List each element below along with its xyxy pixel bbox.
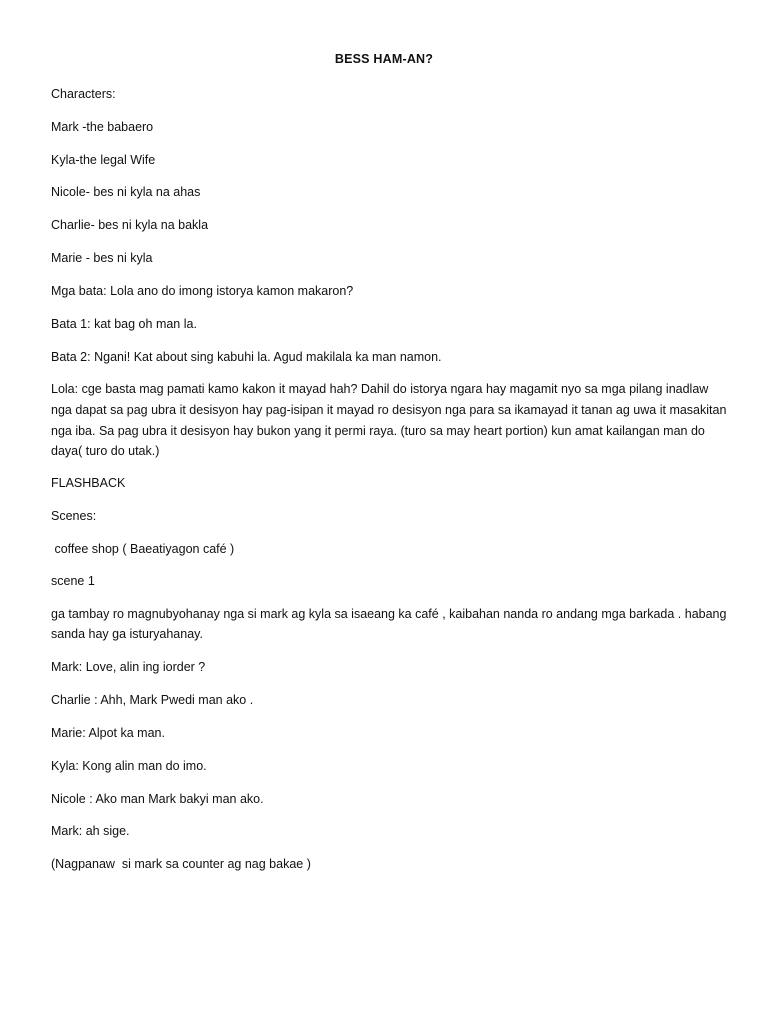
dialogue-marie: Marie: Alpot ka man. — [51, 726, 165, 740]
document-title: BESS HAM-AN? — [334, 52, 434, 66]
dialogue-kyla: Kyla: Kong alin man do imo. — [51, 759, 207, 773]
lola-line-3: nga iba. Sa pag ubra it desisyon hay bukon yang it permi raya. (turo sa may heart portion) kun amat kailangan man do — [51, 424, 705, 438]
dialogue-mark-2: Mark: ah sige. — [51, 824, 130, 838]
character-nicole: Nicole- bes ni kyla na ahas — [51, 185, 201, 199]
dialogue-charlie: Charlie : Ahh, Mark Pwedi man ako . — [51, 693, 254, 707]
scene-description-line-2: sanda hay ga isturyahanay. — [51, 627, 203, 641]
scene-location: coffee shop ( Baeatiyagon café ) — [51, 542, 235, 556]
lola-line-1: Lola: cge basta mag pamati kamo kakon it mayad hah? Dahil do istorya ngara hay magamit nyo sa mga pilang inadlaw — [51, 382, 709, 396]
character-charlie: Charlie- bes ni kyla na bakla — [51, 218, 209, 232]
stage-direction: (Nagpanaw si mark sa counter ag nag bakae ) — [51, 857, 311, 871]
opening-line-bata-2: Bata 2: Ngani! Kat about sing kabuhi la. Agud makilala ka man namon. — [51, 350, 442, 364]
character-mark: Mark -the babaero — [51, 120, 154, 134]
dialogue-mark-1: Mark: Love, alin ing iorder ? — [51, 660, 206, 674]
character-marie: Marie - bes ni kyla — [51, 251, 153, 265]
opening-line-mga-bata: Mga bata: Lola ano do imong istorya kamon makaron? — [51, 284, 354, 298]
opening-line-bata-1: Bata 1: kat bag oh man la. — [51, 317, 197, 331]
character-kyla: Kyla-the legal Wife — [51, 153, 156, 167]
dialogue-nicole: Nicole : Ako man Mark bakyi man ako. — [51, 792, 264, 806]
scene-label: scene 1 — [51, 574, 95, 588]
scene-description-line-1: ga tambay ro magnubyohanay nga si mark ag kyla sa isaeang ka café , kaibahan nanda ro andang mga barkada . habang — [51, 607, 727, 621]
characters-heading: Characters: — [51, 87, 116, 101]
lola-line-2: nga dapat sa pag ubra it desisyon hay pag-isipan it mayad ro desisyon nga para sa ikamayad it tanan ag uwa it masakitan — [51, 403, 727, 417]
flashback-label: FLASHBACK — [51, 476, 126, 490]
scenes-heading: Scenes: — [51, 509, 97, 523]
lola-line-4: daya( turo do utak.) — [51, 444, 160, 458]
